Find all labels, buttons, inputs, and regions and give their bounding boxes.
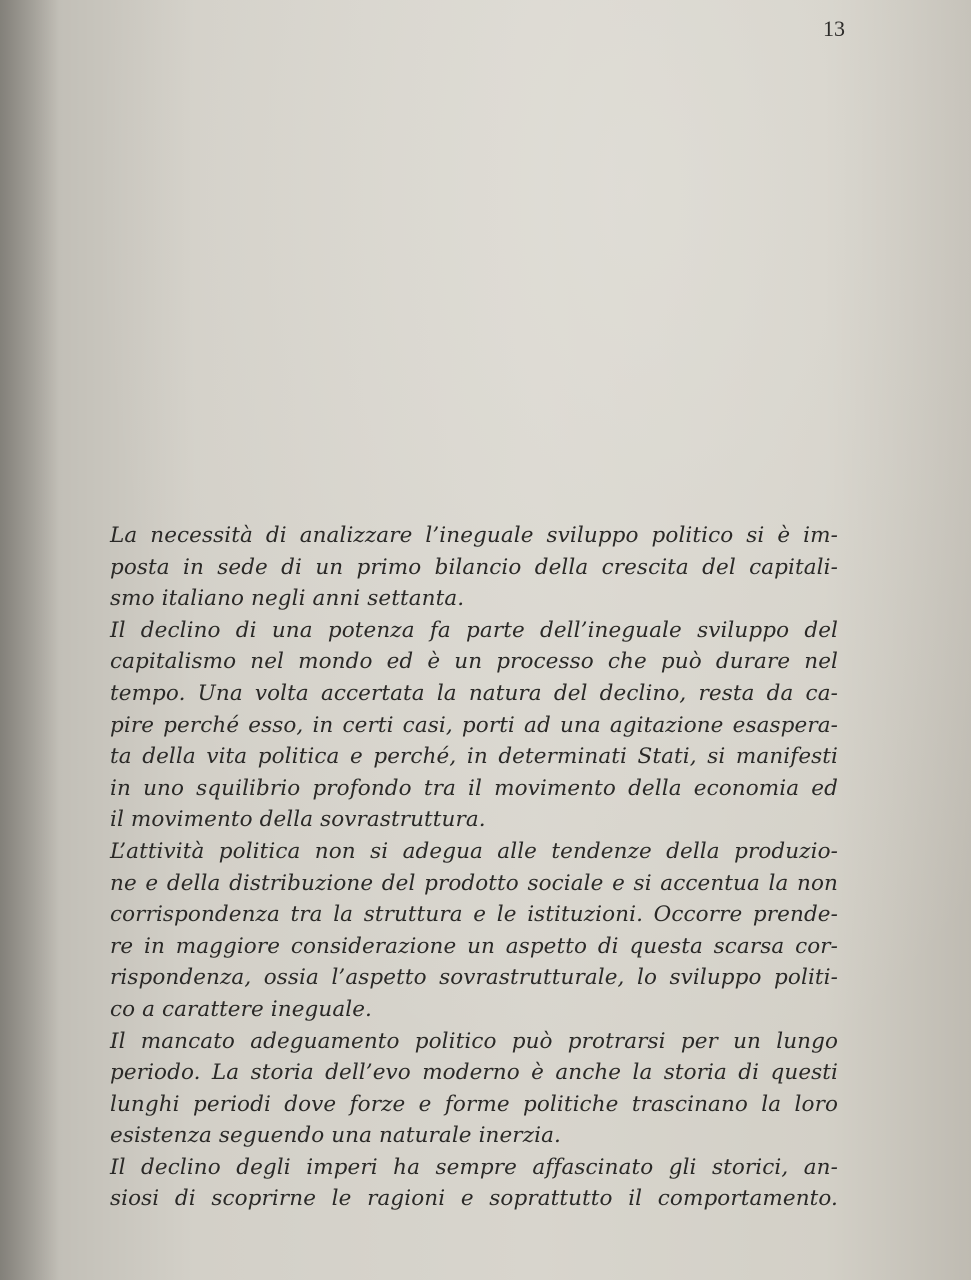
text-line: rispondenza, ossia l’aspetto sovrastrutturale, lo sviluppo politi- xyxy=(110,965,838,991)
text-line: tempo. Una volta accertata la natura del declino, resta da ca- xyxy=(110,680,838,706)
text-line: Il mancato adeguamento politico può protrarsi per un lungo xyxy=(110,1028,838,1054)
text-line: periodo. La storia dell’evo moderno è anche la storia di questi xyxy=(110,1060,838,1086)
text-line: capitalismo nel mondo ed è un processo che può durare nel xyxy=(110,649,838,675)
show-through-text xyxy=(95,80,835,480)
text-line: ne e della distribuzione del prodotto sociale e si accentua la non xyxy=(110,870,838,896)
text-line: pire perché esso, in certi casi, porti ad una agitazione esaspera- xyxy=(110,712,838,738)
paragraph-4 xyxy=(110,1026,838,1152)
page-gutter-shadow xyxy=(0,0,60,1280)
text-line: ta della vita politica e perché, in determinati Stati, si manifesti xyxy=(110,744,838,770)
text-line: in uno squilibrio profondo tra il movimento della economia ed xyxy=(110,775,838,801)
text-line: Il declino degli imperi ha sempre affascinato gli storici, an- xyxy=(110,1154,838,1180)
text-line: esistenza seguendo una naturale inerzia. xyxy=(110,1123,561,1149)
text-line: siosi di scoprirne le ragioni e soprattutto il comportamento. xyxy=(110,1186,838,1212)
text-line: L’attività politica non si adegua alle tendenze della produzio- xyxy=(110,838,838,864)
text-line: re in maggiore considerazione un aspetto di questa scarsa cor- xyxy=(110,933,838,959)
paragraph-1 xyxy=(110,520,838,615)
text-line: La necessità di analizzare l’ineguale sviluppo politico si è im- xyxy=(110,523,838,548)
text-line: il movimento della sovrastruttura. xyxy=(110,807,486,833)
page-number: 13 xyxy=(823,16,845,41)
paragraph-3 xyxy=(110,836,838,1026)
body-text xyxy=(110,520,838,1215)
text-line: posta in sede di un primo bilancio della crescita del capitali- xyxy=(110,554,838,580)
text-line: Il declino di una potenza fa parte dell’ineguale sviluppo del xyxy=(110,617,838,643)
text-line: co a carattere ineguale. xyxy=(110,996,372,1022)
text-line: smo italiano negli anni settanta. xyxy=(110,586,465,612)
text-line: lunghi periodi dove forze e forme politiche trascinano la loro xyxy=(110,1091,838,1117)
paragraph-5 xyxy=(110,1152,838,1215)
paragraph-2 xyxy=(110,615,838,836)
text-line: corrispondenza tra la struttura e le istituzioni. Occorre prende- xyxy=(110,902,838,928)
